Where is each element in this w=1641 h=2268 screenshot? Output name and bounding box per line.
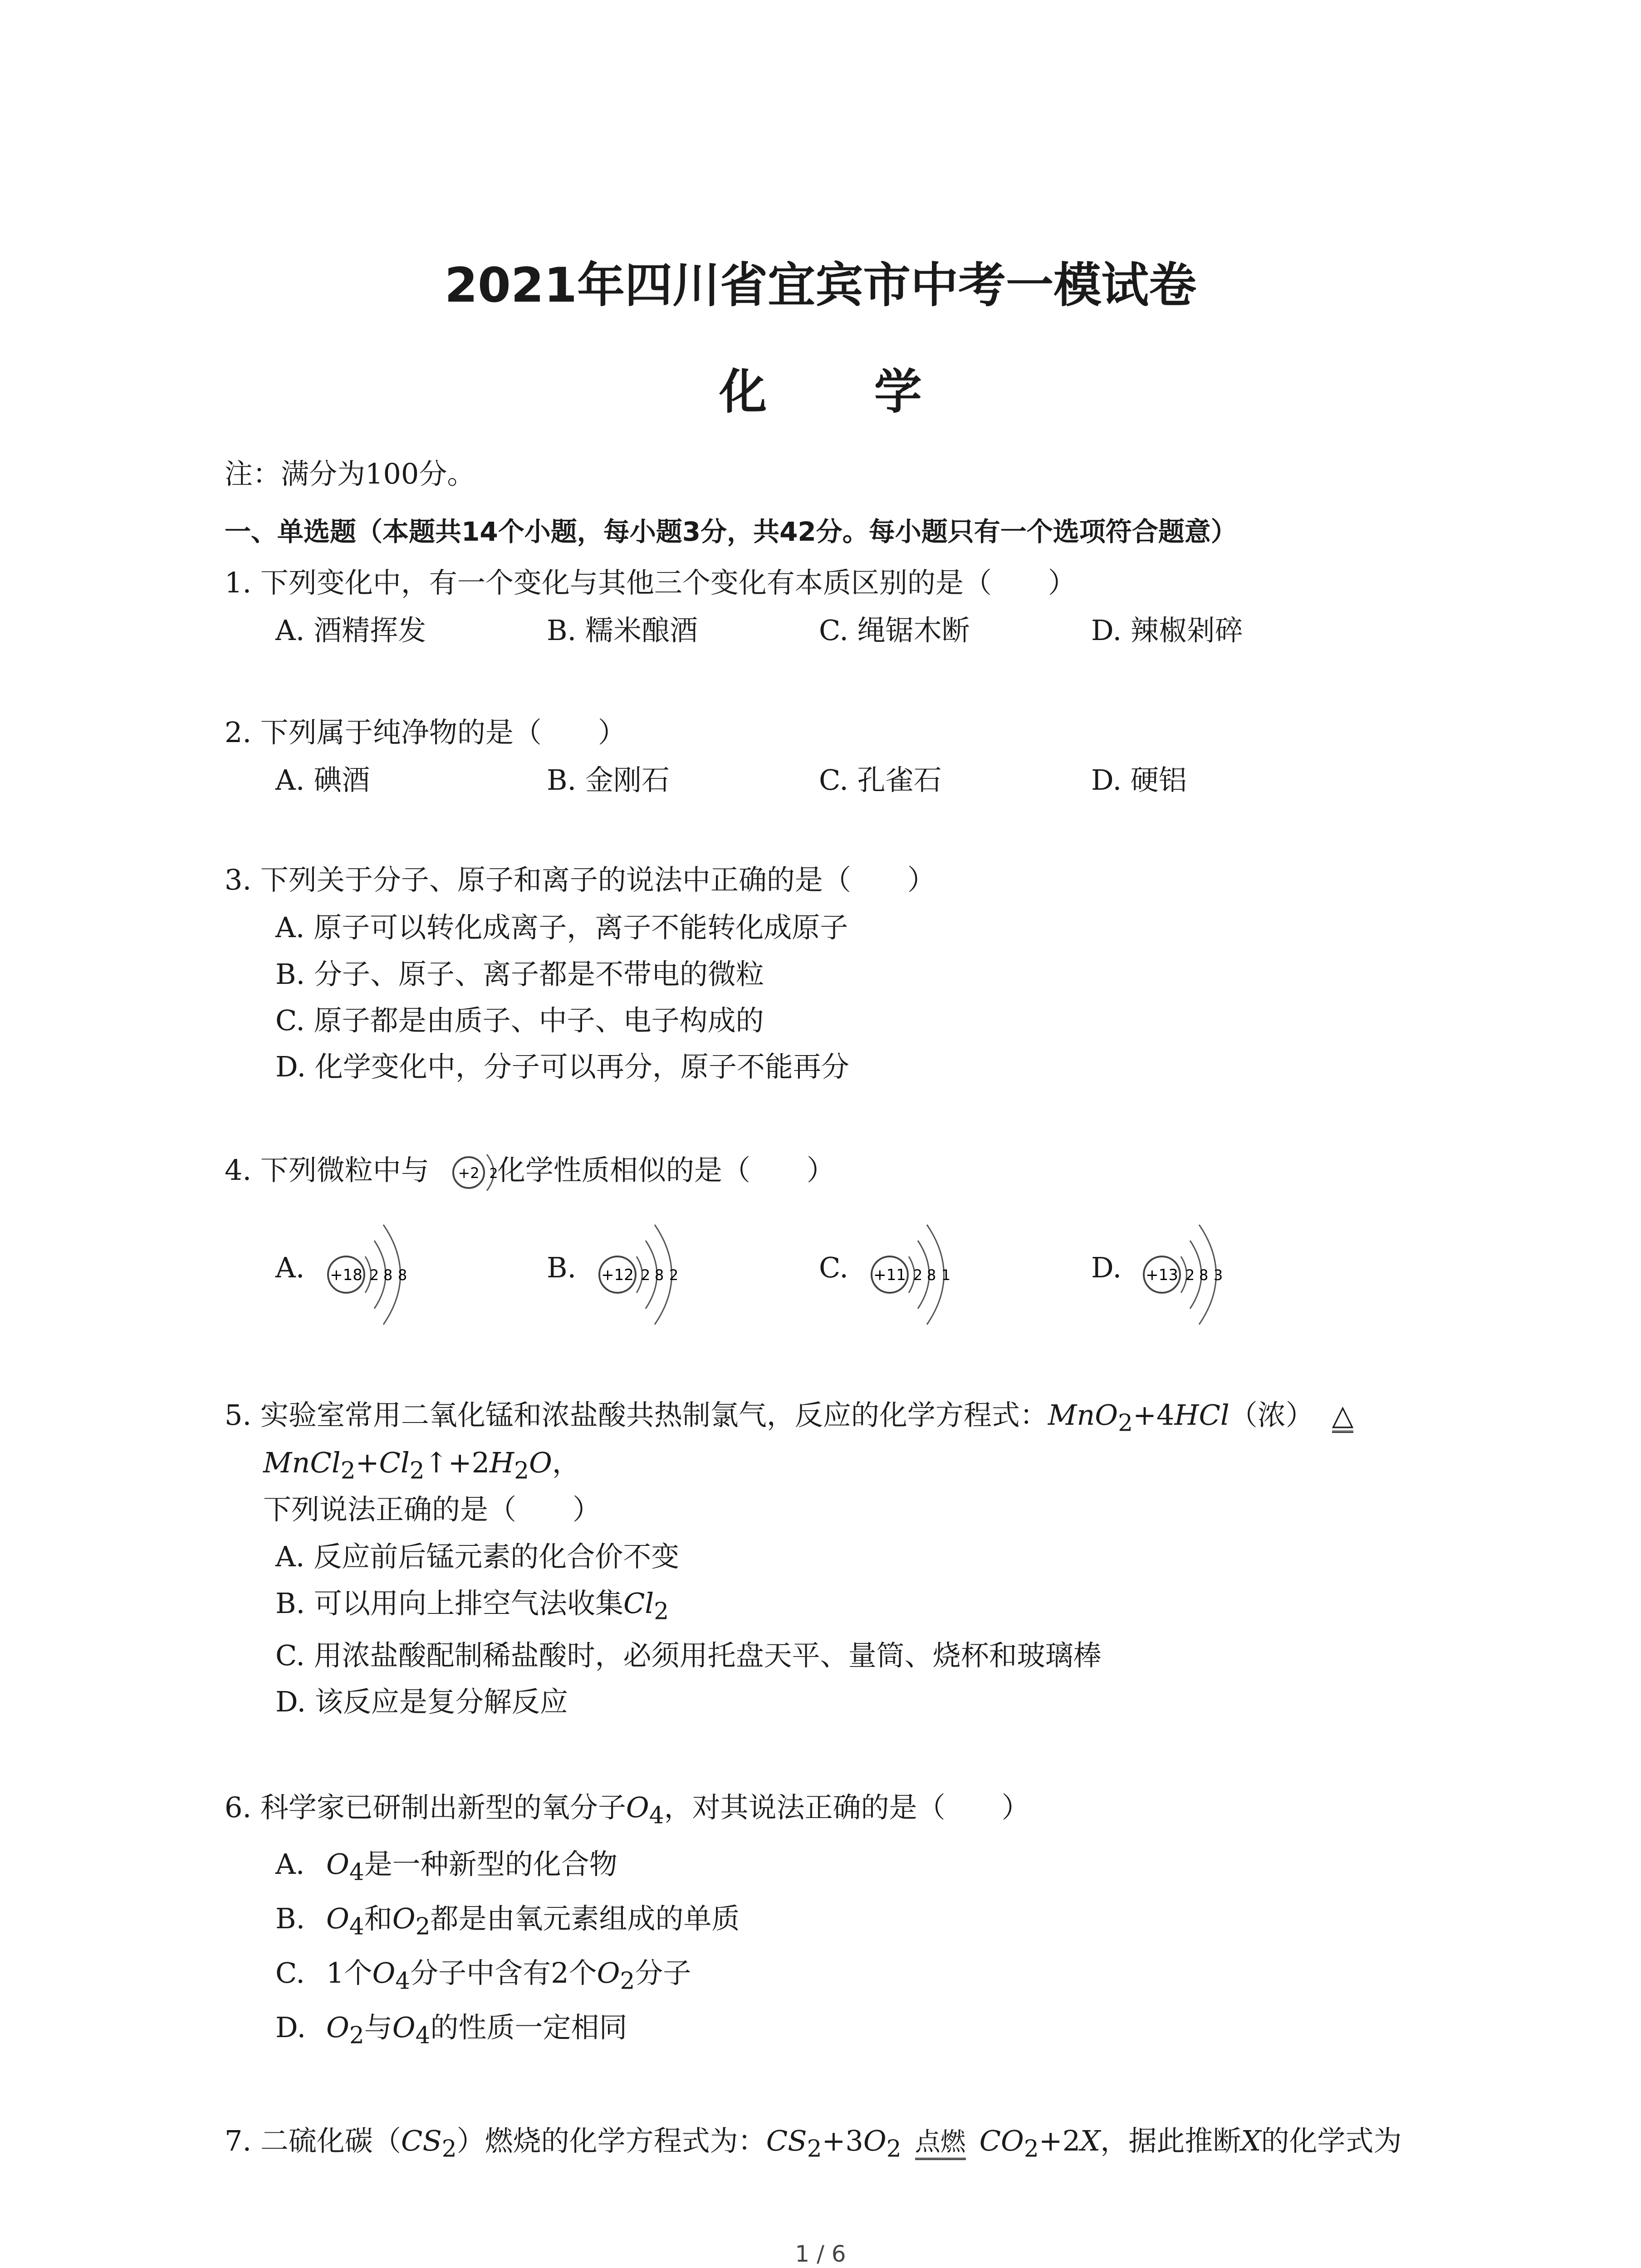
q6-o: O xyxy=(626,1791,649,1824)
gas-arrow-icon: ↑ xyxy=(424,1446,448,1479)
q4-option-d-label: D. xyxy=(1091,1251,1122,1284)
q7-subscript: 2 xyxy=(886,2135,901,2163)
q5-reactant-mno2: MnO xyxy=(1048,1398,1118,1432)
shell-electron-count: 2 xyxy=(641,1266,651,1284)
q6-option-d-text: 的性质一定相同 xyxy=(430,2011,627,2044)
q5-product-cl2: Cl xyxy=(379,1446,410,1479)
section-heading: 一、单选题（本题共14个小题，每小题3分，共42分。每小题只有一个选项符合题意） xyxy=(225,516,1237,547)
q7-x: X xyxy=(1080,2124,1101,2157)
q5-option-b-text: B. 可以用向上排空气法收集 xyxy=(275,1587,623,1620)
question-7-stem xyxy=(225,2123,1401,2167)
q4-option-c-atom-diagram xyxy=(863,1216,972,1334)
q7-o: O xyxy=(863,2124,887,2157)
q6-o: O xyxy=(326,1848,349,1881)
q1-option-c: C. 绳锯木断 xyxy=(819,614,970,647)
score-note: 注：满分为100分。 xyxy=(225,457,475,490)
q5-option-a: A. 反应前后锰元素的化合价不变 xyxy=(275,1540,680,1573)
q3-option-b: B. 分子、原子、离子都是不带电的微粒 xyxy=(275,958,764,991)
shell-electron-count: 8 xyxy=(397,1266,407,1284)
q4-option-a-label: A. xyxy=(275,1251,305,1284)
q4-option-d-atom-diagram xyxy=(1136,1216,1244,1334)
q6-option-b-text: 都是由氧元素组成的单质 xyxy=(430,1902,740,1935)
q2-option-b: B. 金刚石 xyxy=(547,763,670,797)
q7-tail-2: 的化学式为 xyxy=(1261,2124,1402,2157)
q6-option-a xyxy=(275,1846,617,1890)
question-2-stem: 2. 下列属于纯净物的是（ ） xyxy=(225,716,626,749)
q5-subscript: 2 xyxy=(514,1457,529,1485)
q7-ignition-condition xyxy=(911,2124,970,2160)
q5-stem-text: 5. 实验室常用二氧化锰和浓盐酸共热制氯气，反应的化学方程式： xyxy=(225,1398,1048,1432)
shell-electron-count: 1 xyxy=(941,1266,951,1284)
q7-co: CO xyxy=(979,2124,1024,2157)
question-3-stem: 3. 下列关于分子、原子和离子的说法中正确的是（ ） xyxy=(225,863,936,896)
q6-option-c-mid: 分子中含有2个 xyxy=(410,1956,597,1989)
shell-electron-count: 8 xyxy=(926,1266,936,1284)
q7-subscript: 2 xyxy=(441,2135,457,2163)
q4-option-a-atom-diagram xyxy=(320,1216,429,1334)
q6-stem-post: ，对其说法正确的是（ ） xyxy=(664,1791,1030,1824)
q6-subscript: 4 xyxy=(349,1913,364,1941)
q2-option-d: D. 硬铝 xyxy=(1091,763,1187,797)
q5-option-b xyxy=(275,1585,669,1629)
q5-product-h: H xyxy=(490,1446,514,1479)
q6-option-c-pre: 1个 xyxy=(326,1956,372,1989)
shell-electron-count: 3 xyxy=(1213,1266,1223,1284)
q4-option-c-label: C. xyxy=(819,1251,848,1284)
q5-option-d: D. 该反应是复分解反应 xyxy=(275,1685,568,1718)
q5-product-o: O xyxy=(529,1446,552,1479)
q3-option-a: A. 原子可以转化成离子，离子不能转化成原子 xyxy=(275,911,848,944)
nucleus-charge: +18 xyxy=(330,1266,362,1284)
q6-o: O xyxy=(326,1902,349,1935)
shell-electron-count: 2 xyxy=(913,1266,923,1284)
q7-plus: +2 xyxy=(1038,2124,1081,2157)
heat-triangle-icon: △ xyxy=(1332,1398,1354,1432)
q4-stem-post: 化学性质相似的是（ ） xyxy=(497,1154,835,1187)
question-6-stem xyxy=(225,1789,1030,1833)
q5-plus: + xyxy=(355,1446,379,1479)
q6-option-c xyxy=(275,1955,691,1999)
exam-title: 2021年四川省宜宾市中考一模试卷 xyxy=(444,258,1197,313)
q3-option-d: D. 化学变化中，分子可以再分，原子不能再分 xyxy=(275,1050,849,1083)
q6-subscript: 2 xyxy=(349,2022,364,2049)
q5-subscript: 2 xyxy=(654,1598,669,1625)
q6-subscript: 4 xyxy=(415,2022,431,2049)
q5-subscript: 2 xyxy=(340,1457,356,1485)
q6-o: O xyxy=(392,1902,416,1935)
q6-o: O xyxy=(597,1956,620,1989)
q6-option-d xyxy=(275,2009,627,2053)
question-4-stem xyxy=(225,1152,835,1188)
q5-product-mncl2: MnCl xyxy=(263,1446,341,1479)
q6-option-b-mid: 和 xyxy=(364,1902,392,1935)
q5-plus: +2 xyxy=(448,1446,490,1479)
q7-stem-mid: ）燃烧的化学方程式为： xyxy=(456,2124,766,2157)
shell-electron-count: 2 xyxy=(369,1266,379,1284)
q5-concentrated: （浓） xyxy=(1229,1398,1314,1432)
q5-heating-condition xyxy=(1327,1397,1358,1433)
nucleus-charge: +13 xyxy=(1146,1266,1178,1284)
q5-reactant-hcl: HCl xyxy=(1174,1398,1230,1432)
question-5-stem-line1 xyxy=(225,1397,1358,1441)
shell-electron-count: 8 xyxy=(1199,1266,1209,1284)
q4-option-b-label: B. xyxy=(547,1251,577,1284)
q2-option-c: C. 孔雀石 xyxy=(819,763,942,797)
q6-option-c-label: C. xyxy=(275,1956,305,1989)
nucleus-charge: +11 xyxy=(873,1266,906,1284)
q6-option-b xyxy=(275,1901,740,1945)
q6-o: O xyxy=(392,2011,416,2044)
q5-option-c: C. 用浓盐酸配制稀盐酸时，必须用托盘天平、量筒、烧杯和玻璃棒 xyxy=(275,1639,1102,1672)
q5-comma: ， xyxy=(552,1446,580,1479)
question-5-stem-line2 xyxy=(263,1445,580,1489)
q6-o: O xyxy=(326,2011,349,2044)
q6-option-c-text: 分子 xyxy=(635,1956,691,1989)
q4-stem-pre: 4. 下列微粒中与 xyxy=(225,1154,429,1187)
q4-option-b-atom-diagram xyxy=(591,1216,700,1334)
page-number: 1 / 6 xyxy=(795,2241,846,2267)
question-1-stem: 1. 下列变化中，有一个变化与其他三个变化有本质区别的是（ ） xyxy=(225,566,1076,599)
equation-double-line xyxy=(915,2158,966,2160)
q7-cs: CS xyxy=(401,2124,442,2157)
q7-cs: CS xyxy=(766,2124,807,2157)
q1-option-a: A. 酒精挥发 xyxy=(275,614,426,647)
q5-subscript: 2 xyxy=(409,1457,425,1485)
q6-subscript: 2 xyxy=(415,1913,431,1941)
q5-plus: +4 xyxy=(1133,1398,1175,1432)
q3-option-c: C. 原子都是由质子、中子、电子构成的 xyxy=(275,1004,764,1037)
q6-o: O xyxy=(372,1956,396,1989)
q7-tail-1: ，据此推断 xyxy=(1100,2124,1241,2157)
question-5-stem-line3: 下列说法正确的是（ ） xyxy=(263,1493,601,1526)
nucleus-charge: +2 xyxy=(458,1164,480,1182)
q7-plus: +3 xyxy=(822,2124,863,2157)
q6-option-d-label: D. xyxy=(275,2011,306,2044)
q6-option-b-label: B. xyxy=(275,1902,305,1935)
q1-option-d: D. 辣椒剁碎 xyxy=(1091,614,1243,647)
shell-electron-count: 8 xyxy=(383,1266,393,1284)
q6-option-d-mid: 与 xyxy=(364,2011,392,2044)
shell-electron-count: 2 xyxy=(1185,1266,1195,1284)
q6-subscript: 2 xyxy=(620,1967,635,1995)
shell-electron-count: 2 xyxy=(489,1166,498,1182)
q1-option-b: B. 糯米酿酒 xyxy=(547,614,698,647)
q6-stem-pre: 6. 科学家已研制出新型的氧分子 xyxy=(225,1791,626,1824)
q4-reference-atom-diagram xyxy=(447,1143,519,1202)
q5-option-b-cl: Cl xyxy=(623,1587,654,1620)
q7-condition-text: 点燃 xyxy=(915,2127,966,2157)
q5-subscript: 2 xyxy=(1118,1409,1133,1437)
q6-subscript: 4 xyxy=(349,1858,364,1886)
q7-x: X xyxy=(1241,2124,1261,2157)
q7-subscript: 2 xyxy=(807,2135,822,2163)
q2-option-a: A. 碘酒 xyxy=(275,763,370,797)
q6-subscript: 4 xyxy=(395,1967,411,1995)
nucleus-charge: +12 xyxy=(601,1266,634,1284)
q7-stem-pre: 7. 二硫化碳（ xyxy=(225,2124,401,2157)
shell-electron-count: 2 xyxy=(669,1266,679,1284)
shell-electron-count: 8 xyxy=(654,1266,664,1284)
q6-subscript: 4 xyxy=(649,1802,664,1829)
subject-title: 化 学 xyxy=(719,364,967,420)
q6-option-a-label: A. xyxy=(275,1848,305,1881)
q6-option-a-text: 是一种新型的化合物 xyxy=(364,1848,617,1881)
q7-subscript: 2 xyxy=(1024,2135,1039,2163)
